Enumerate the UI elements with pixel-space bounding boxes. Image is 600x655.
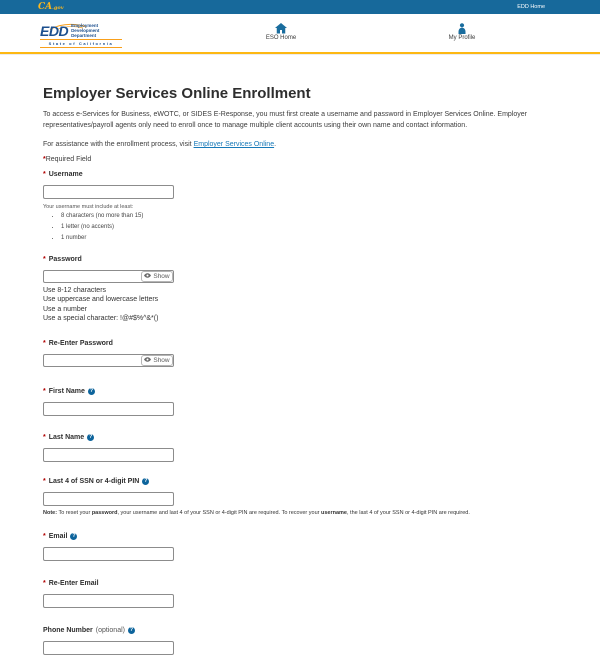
username-hint: Your username must include at least: — [43, 204, 134, 210]
first-name-help-icon[interactable]: ? — [89, 387, 94, 394]
home-icon — [251, 21, 311, 33]
reenter-password-label: * Re-Enter Password — [43, 339, 113, 347]
last-name-input[interactable] — [43, 448, 174, 462]
employer-services-online-link[interactable]: Employer Services Online — [193, 141, 275, 148]
first-name-group — [43, 386, 557, 416]
reenter-password-show-button[interactable]: Show — [141, 355, 173, 366]
ca-gov-logo[interactable]: CA.gov — [38, 1, 64, 12]
enrollment-form — [43, 55, 557, 655]
edd-tagline: State of California — [40, 39, 122, 48]
page-title: Employer Services Online Enrollment — [43, 85, 311, 102]
edd-department-name: Employment Development Department — [71, 23, 100, 38]
eye-icon — [144, 273, 151, 280]
username-rule: • 1 letter (no accents) — [61, 224, 557, 231]
password-group — [43, 254, 557, 324]
username-input[interactable] — [43, 185, 174, 199]
first-name-input[interactable] — [43, 402, 174, 416]
username-rules — [61, 213, 557, 242]
email-group — [43, 531, 557, 561]
site-header — [0, 14, 600, 52]
ssn-pin-input[interactable] — [43, 492, 174, 506]
reenter-email-group — [43, 578, 557, 608]
edd-logo[interactable] — [40, 17, 122, 48]
password-show-button[interactable]: Show — [141, 271, 173, 282]
edd-acronym: EDD — [40, 22, 69, 39]
username-rule: • 8 characters (no more than 15) — [61, 213, 557, 220]
email-input[interactable] — [43, 547, 174, 561]
ssn-pin-group — [43, 476, 557, 517]
first-name-label: * First Name ? — [43, 387, 94, 395]
ssn-pin-help-icon[interactable]: ? — [144, 477, 148, 484]
person-icon — [432, 21, 492, 33]
password-label: * Password — [43, 255, 82, 263]
reenter-email-input[interactable] — [43, 594, 174, 608]
reenter-password-group — [43, 338, 557, 367]
eye-icon — [144, 357, 151, 364]
required-field-note: *Required Field — [43, 156, 92, 163]
intro-text: To access e-Services for Business, eWOTC, or SIDES E-Response, you must first create a username and password in Employer Services Online. Employer representatives/payroll agents only need to enroll once to manage multiple client accounts using their own name and contact information. — [43, 111, 527, 129]
ssn-pin-label: * Last 4 of SSN or 4-digit PIN ? — [43, 477, 148, 485]
top-utility-bar — [0, 0, 600, 14]
phone-input[interactable] — [43, 641, 174, 655]
nav-eso-home-label: ESO Home — [265, 35, 297, 41]
ssn-pin-note: Note: To reset your password, your username and last 4 of your SSN or 4-digit PIN are required. To recover your username, the last 4 of your SSN or 4-digit PIN are required. — [43, 509, 470, 516]
email-help-icon[interactable]: ? — [72, 532, 76, 539]
username-group — [43, 169, 557, 242]
phone-help-icon[interactable]: ? — [129, 626, 134, 633]
assistance-text: For assistance with the enrollment process, visit Employer Services Online. — [43, 141, 277, 148]
username-label: * Username — [43, 171, 83, 178]
last-name-help-icon[interactable]: ? — [88, 433, 93, 440]
nav-my-profile[interactable] — [432, 21, 492, 41]
reenter-email-label: * Re-Enter Email — [43, 579, 99, 587]
last-name-group — [43, 432, 557, 462]
phone-label: Phone Number (optional) ? — [43, 626, 134, 634]
last-name-label: * Last Name ? — [43, 433, 93, 441]
edd-home-link[interactable]: EDD Home — [517, 4, 545, 10]
nav-my-profile-label: My Profile — [448, 35, 476, 41]
email-label: * Email ? — [43, 532, 76, 540]
username-rule: • 1 number — [61, 235, 557, 242]
nav-eso-home[interactable] — [251, 21, 311, 41]
phone-group — [43, 625, 557, 655]
password-rules: Use 8-12 characters Use uppercase and lowercase letters Use a number Use a special character: !@#$%^&*() — [43, 286, 159, 322]
